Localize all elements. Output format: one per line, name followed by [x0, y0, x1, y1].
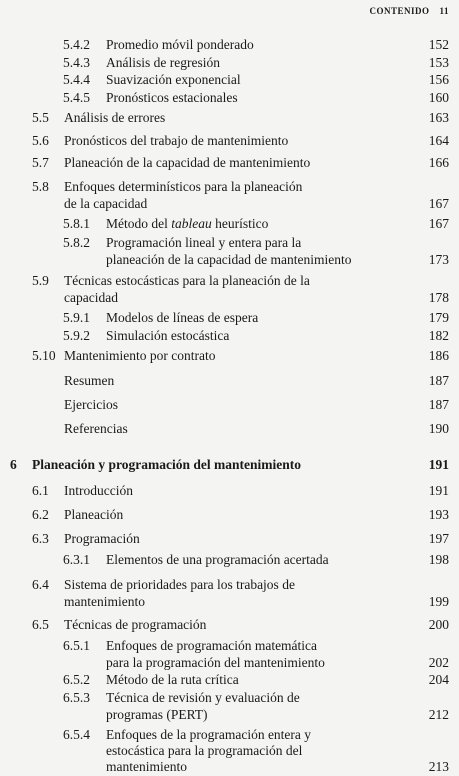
toc-page: 202	[428, 655, 449, 670]
running-header	[369, 6, 449, 16]
toc-title: Elementos de una programación acertada	[106, 552, 329, 567]
toc-number: 5.4.3	[63, 55, 90, 70]
toc-title: Programación	[64, 531, 140, 546]
toc-page: 153	[428, 55, 449, 70]
toc-page: 167	[428, 216, 449, 231]
toc-page: 152	[428, 37, 449, 52]
toc-number: 5.9	[32, 273, 49, 288]
toc-entry-continuation[interactable]	[0, 252, 459, 268]
toc-entry[interactable]	[0, 216, 459, 232]
toc-chapter-title: Planeación y programación del mantenimiento	[32, 457, 301, 472]
toc-title: Mantenimiento por contrato	[64, 348, 216, 363]
toc-title: mantenimiento	[64, 594, 145, 609]
toc-title: Referencias	[64, 421, 128, 436]
toc-title: Modelos de líneas de espera	[106, 310, 259, 325]
toc-title: Simulación estocástica	[106, 328, 230, 343]
toc-number: 6.3	[32, 531, 49, 546]
toc-entry[interactable]	[0, 72, 459, 88]
toc-number: 5.9.2	[63, 328, 90, 343]
toc-title: planeación de la capacidad de mantenimiento	[106, 252, 352, 267]
toc-page: 166	[428, 155, 449, 170]
toc-title: mantenimiento	[106, 759, 187, 774]
toc-title-part: heurístico	[211, 216, 269, 231]
toc-page: 164	[428, 133, 449, 148]
toc-title	[106, 216, 268, 232]
toc-entry-continuation[interactable]	[0, 290, 459, 306]
toc-number: 6.3.1	[63, 552, 90, 567]
toc-page: 212	[428, 707, 449, 722]
toc-page: 182	[428, 328, 449, 343]
toc-entry[interactable]	[0, 727, 459, 743]
toc-page: 186	[428, 348, 449, 363]
toc-title: Resumen	[64, 373, 115, 388]
toc-number: 5.8.2	[63, 235, 90, 250]
toc-entry[interactable]	[0, 37, 459, 53]
toc-page: 191	[428, 457, 449, 472]
toc-entry[interactable]	[0, 483, 459, 499]
toc-page: 179	[428, 310, 449, 325]
toc-chapter-entry[interactable]	[0, 457, 459, 473]
toc-number: 5.6	[32, 133, 49, 148]
toc-entry[interactable]	[0, 110, 459, 126]
toc-title: Pronósticos del trabajo de mantenimiento	[64, 133, 289, 148]
toc-page: 167	[428, 196, 449, 211]
toc-entry-continuation[interactable]	[0, 707, 459, 723]
toc-title: Técnicas estocásticas para la planeación de la	[64, 273, 310, 288]
toc-entry[interactable]	[0, 672, 459, 688]
toc-number: 5.8.1	[63, 216, 90, 231]
toc-entry[interactable]	[0, 552, 459, 568]
toc-chapter-number: 6	[10, 457, 17, 472]
toc-title: Sistema de prioridades para los trabajos de	[64, 577, 295, 592]
toc-title: estocástica para la programación del	[106, 743, 303, 758]
toc-number: 5.10	[32, 348, 56, 363]
toc-title: Pronósticos estacionales	[106, 90, 238, 105]
toc-number: 5.7	[32, 155, 49, 170]
toc-title: capacidad	[64, 290, 118, 305]
toc-entry[interactable]	[0, 235, 459, 251]
toc-entry[interactable]	[0, 397, 459, 413]
toc-entry[interactable]	[0, 155, 459, 171]
toc-entry[interactable]	[0, 348, 459, 364]
toc-title: Suavización exponencial	[106, 72, 241, 87]
toc-entry[interactable]	[0, 531, 459, 547]
toc-number: 5.9.1	[63, 310, 90, 325]
toc-entry[interactable]	[0, 638, 459, 654]
toc-title: Análisis de errores	[64, 110, 166, 125]
toc-entry[interactable]	[0, 55, 459, 71]
toc-title: Enfoques determinísticos para la planeación	[64, 179, 303, 194]
toc-entry-continuation[interactable]	[0, 655, 459, 671]
toc-entry-continuation[interactable]	[0, 594, 459, 610]
toc-number: 5.4.2	[63, 37, 90, 52]
toc-entry[interactable]	[0, 328, 459, 344]
toc-number: 5.4.5	[63, 90, 90, 105]
toc-entry[interactable]	[0, 617, 459, 633]
toc-title: Enfoques de programación matemática	[106, 638, 318, 653]
toc-page: 198	[428, 552, 449, 567]
toc-number: 5.8	[32, 179, 49, 194]
toc-title: Análisis de regresión	[106, 55, 220, 70]
toc-page: 187	[428, 397, 449, 412]
toc-page: 163	[428, 110, 449, 125]
toc-entry[interactable]	[0, 690, 459, 706]
toc-page: 160	[428, 90, 449, 105]
toc-entry[interactable]	[0, 133, 459, 149]
toc-number: 5.5	[32, 110, 49, 125]
toc-page: 204	[428, 672, 449, 687]
toc-page: 187	[428, 373, 449, 388]
toc-title: Promedio móvil ponderado	[106, 37, 254, 52]
toc-entry[interactable]	[0, 179, 459, 195]
toc-entry[interactable]	[0, 310, 459, 326]
toc-entry-continuation[interactable]	[0, 759, 459, 775]
toc-number: 6.5.1	[63, 638, 90, 653]
toc-title: para la programación del mantenimiento	[106, 655, 325, 670]
toc-page: 197	[428, 531, 449, 546]
toc-number: 6.5	[32, 617, 49, 632]
toc-page: 200	[428, 617, 449, 632]
toc-entry-continuation[interactable]	[0, 196, 459, 212]
toc-page: 213	[428, 759, 449, 774]
toc-page: 199	[428, 594, 449, 609]
toc-entry[interactable]	[0, 373, 459, 389]
toc-title: Ejercicios	[64, 397, 118, 412]
toc-title-italic: tableau	[171, 216, 212, 231]
toc-page: 190	[428, 421, 449, 436]
toc-number: 6.5.3	[63, 690, 90, 705]
toc-entry-continuation[interactable]	[0, 743, 459, 759]
toc-number: 5.4.4	[63, 72, 90, 87]
toc-title: de la capacidad	[64, 196, 148, 211]
toc-title: Método de la ruta crítica	[106, 672, 239, 687]
toc-page: 173	[428, 252, 449, 267]
toc-number: 6.2	[32, 507, 49, 522]
toc-number: 6.5.2	[63, 672, 90, 687]
toc-entry[interactable]	[0, 421, 459, 437]
toc-page: 156	[428, 72, 449, 87]
toc-entry[interactable]	[0, 273, 459, 289]
toc-title: programas (PERT)	[106, 707, 208, 722]
toc-title: Programación lineal y entera para la	[106, 235, 302, 250]
toc-entry[interactable]	[0, 507, 459, 523]
toc-title: Planeación de la capacidad de mantenimiento	[64, 155, 311, 170]
header-title: CONTENIDO	[369, 6, 430, 16]
toc-number: 6.5.4	[63, 727, 90, 742]
toc-title: Introducción	[64, 483, 133, 498]
toc-title-part: Método del	[106, 216, 172, 231]
toc-title: Enfoques de la programación entera y	[106, 727, 312, 742]
toc-entry[interactable]	[0, 577, 459, 593]
toc-title: Técnicas de programación	[64, 617, 207, 632]
toc-title: Planeación	[64, 507, 124, 522]
toc-title: Técnica de revisión y evaluación de	[106, 690, 300, 705]
toc-page: 178	[428, 290, 449, 305]
toc-number: 6.4	[32, 577, 49, 592]
toc-page: 193	[428, 507, 449, 522]
toc-entry[interactable]	[0, 90, 459, 106]
toc-number: 6.1	[32, 483, 49, 498]
header-page-number: 11	[439, 6, 449, 16]
toc-page: 191	[428, 483, 449, 498]
